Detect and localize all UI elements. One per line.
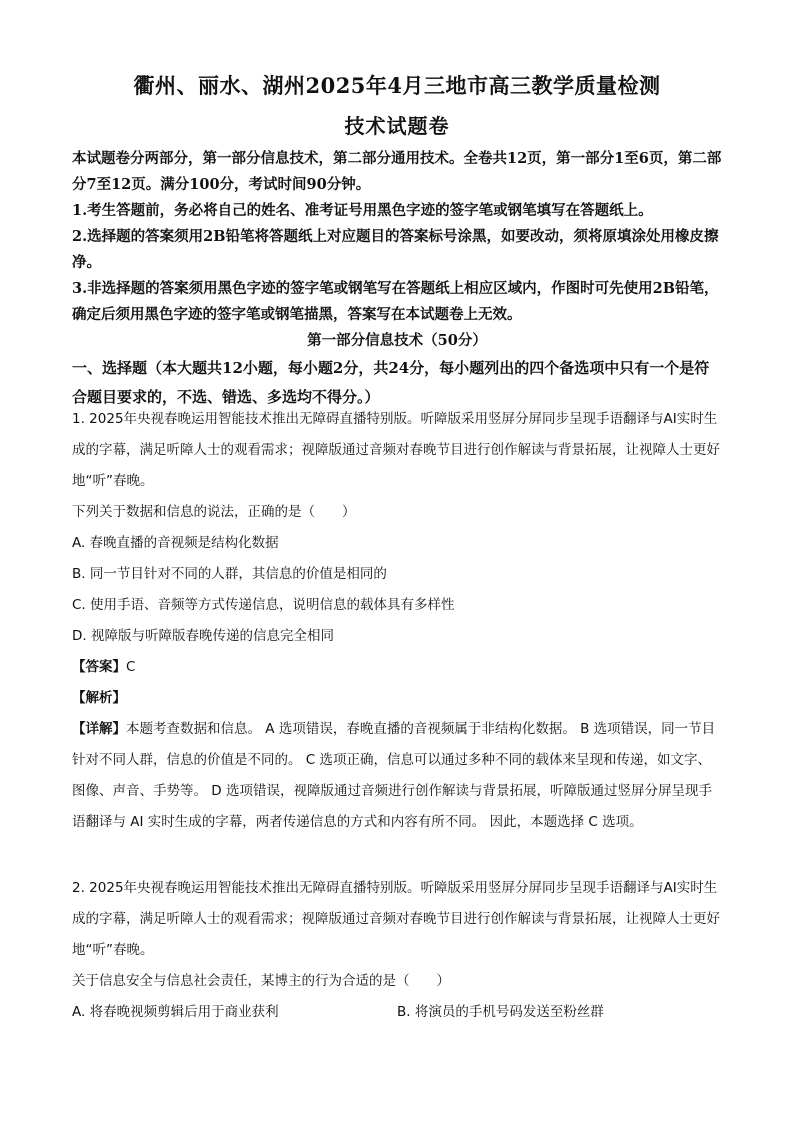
question-1 — [72, 404, 722, 838]
q2-stem: 2. 2025年央视春晚运用智能技术推出无障碍直播特别版。听障版采用竖屏分屏同步呈现手语翻译与AI实时生成的字幕，满足听障人士的观看需求；视障版通过音频对春晚节目进行创作解读与背景拓展，让视障人士更好地“听”春晚。 — [72, 880, 720, 958]
q2-option-b: B. 将演员的手机号码发送至粉丝群 — [397, 1004, 604, 1020]
q1-question: 下列关于数据和信息的说法，正确的是（ ） — [72, 504, 356, 520]
instructions — [72, 146, 722, 412]
analysis-label: 【解析】 — [72, 690, 126, 706]
q1-detail — [72, 714, 722, 838]
instruction-note-3: 3.非选择题的答案须用黑色字迹的签字笔或钢笔写在答题纸上相应区域内，作图时可先使用2B铅笔，确定后须用黑色字迹的签字笔或钢笔描黑，答案写在本试题卷上无效。 — [72, 280, 719, 323]
part1-heading: 第一部分信息技术（50分） — [307, 332, 487, 349]
q1-option-c: C. 使用手语、音频等方式传递信息，说明信息的载体具有多样性 — [72, 597, 455, 613]
instructions-intro: 本试题卷分两部分，第一部分信息技术，第二部分通用技术。全卷共12页，第一部分1至6页，第二部分7至12页。满分100分，考试时间90分钟。 — [72, 150, 722, 193]
q1-option-a: A. 春晚直播的音视频是结构化数据 — [72, 535, 279, 551]
q2-option-a: A. 将春晚视频剪辑后用于商业获利 — [72, 1004, 279, 1020]
q1-option-d: D. 视障版与听障版春晚传递的信息完全相同 — [72, 628, 334, 644]
answer-value: C — [126, 659, 136, 675]
q2-question: 关于信息安全与信息社会责任，某博主的行为合适的是（ ） — [72, 973, 450, 989]
question-2 — [72, 873, 722, 1028]
q1-answer — [72, 652, 722, 683]
q1-stem: 1. 2025年央视春晚运用智能技术推出无障碍直播特别版。听障版采用竖屏分屏同步呈现手语翻译与AI实时生成的字幕，满足听障人士的观看需求；视障版通过音频对春晚节目进行创作解读与背景拓展，让视障人士更好地“听”春晚。 — [72, 411, 720, 489]
exam-title: 衢州、丽水、湖州2025年4月三地市高三教学质量检测 — [133, 73, 661, 98]
exam-subtitle: 技术试题卷 — [344, 114, 450, 138]
answer-label: 【答案】 — [72, 659, 126, 675]
q1-option-b: B. 同一节目针对不同的人群，其信息的价值是相同的 — [72, 566, 387, 582]
section-title: 一、选择题（本大题共12小题，每小题2分，共24分，每小题列出的四个备选项中只有一个是符合题目要求的，不选、错选、多选均不得分。） — [72, 359, 710, 406]
instruction-note-1: 1.考生答题前，务必将自己的姓名、准考证号用黑色字迹的签字笔或钢笔填写在答题纸上。 — [72, 202, 653, 219]
detail-text: 本题考查数据和信息。 A 选项错误，春晚直播的音视频属于非结构化数据。 B 选项错误，同一节目针对不同人群，信息的价值是不同的。 C 选项正确，信息可以通过多种不同的载体来呈现和传递，如文字、图像、声音、手势等。 D 选项错误，视障版通过音频进行创作解读与背景拓展，听障版通过竖屏分屏呈现手语翻译与 AI 实时生成的字幕，两者传递信息的方式和内容有所不同。 因此，本题选择 C 选项。 — [72, 721, 716, 830]
q2-options-row — [72, 997, 722, 1028]
instruction-note-2: 2.选择题的答案须用2B铅笔将答题纸上对应题目的答案标号涂黑，如要改动，须将原填涂处用橡皮擦净。 — [72, 228, 719, 271]
detail-label: 【详解】 — [72, 721, 126, 737]
